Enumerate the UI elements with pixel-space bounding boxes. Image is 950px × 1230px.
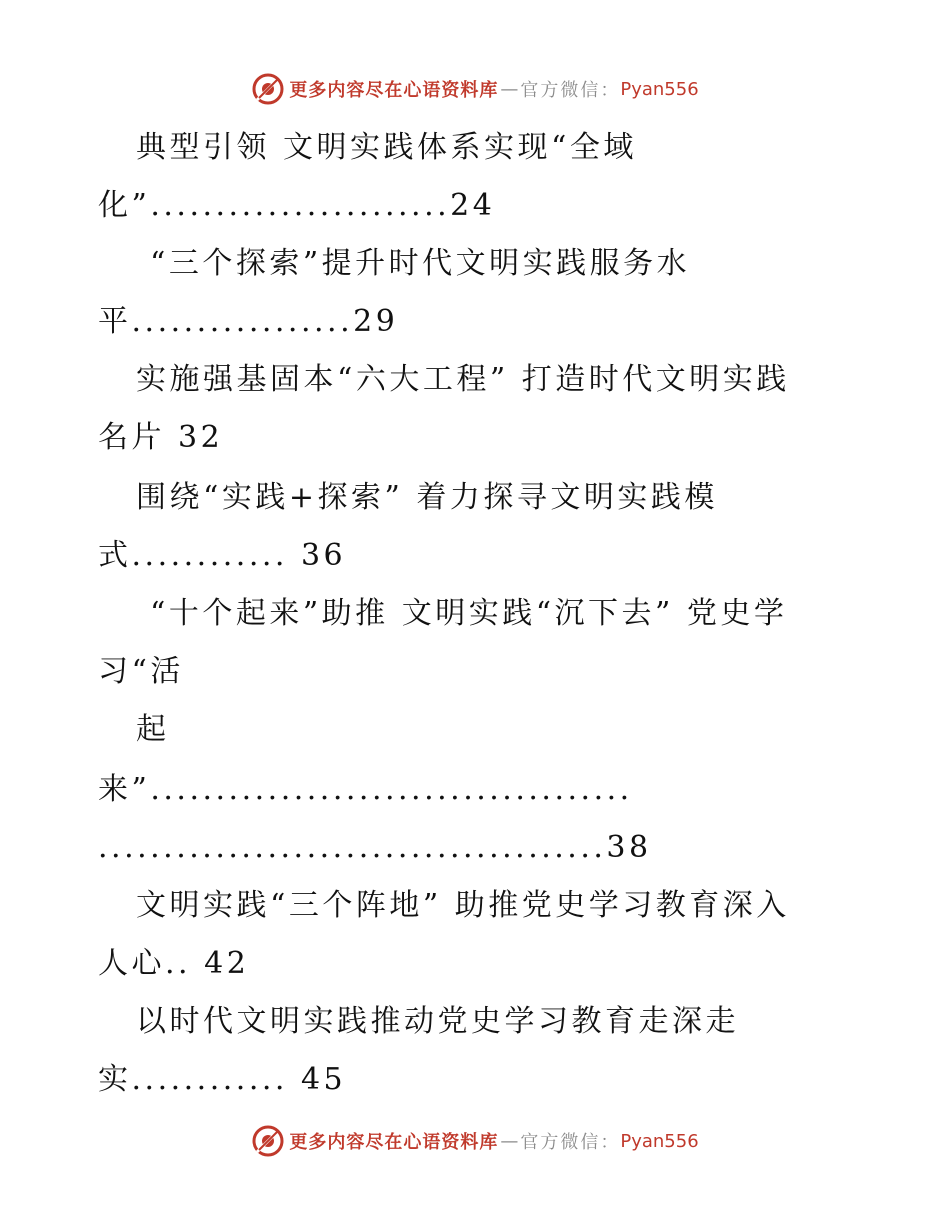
toc-line[interactable]: 平.................29 [98, 304, 399, 339]
toc-line[interactable]: 人心.. 42 [98, 946, 250, 981]
toc-line[interactable]: .......................................38 [98, 830, 652, 865]
toc-line[interactable]: 式............ 36 [98, 538, 347, 573]
banner-main-text: 更多内容尽在心语资料库 [289, 80, 499, 101]
toc-line[interactable]: 习“活 [98, 654, 184, 689]
toc-line[interactable]: 典型引领 文明实践体系实现“全域 [136, 130, 637, 165]
toc-line[interactable]: 围绕“实践+探索” 着力探寻文明实践模 [136, 480, 718, 515]
banner-sub-text: 官方微信： [520, 1132, 621, 1153]
toc-line[interactable]: 文明实践“三个阵地” 助推党史学习教育深入 [136, 888, 790, 923]
banner-dash: — [500, 78, 519, 100]
toc-line[interactable]: 来”..................................... [98, 772, 633, 807]
banner-main-text: 更多内容尽在心语资料库 [289, 1132, 499, 1153]
toc-line[interactable]: 名片 32 [98, 420, 224, 455]
toc-line[interactable]: “十个起来”助推 文明实践“沉下去” 党史学 [150, 596, 788, 631]
banner-wechat-id: Pyan556 [620, 1130, 699, 1152]
banner-wechat-id: Pyan556 [620, 78, 699, 100]
toc-line[interactable]: 以时代文明实践推动党史学习教育走深走 [136, 1004, 739, 1039]
toc-line[interactable]: 起 [136, 712, 170, 747]
banner-sub-text: 官方微信： [520, 80, 621, 101]
seal-logo-icon [251, 1124, 285, 1158]
toc-line[interactable]: “三个探索”提升时代文明实践服务水 [150, 246, 691, 281]
toc-line[interactable]: 实............ 45 [98, 1062, 347, 1097]
footer-banner [0, 1124, 950, 1158]
banner-dash: — [500, 1130, 519, 1152]
toc-line[interactable]: 化”.......................24 [98, 188, 496, 223]
toc-line[interactable]: 实施强基固本“六大工程” 打造时代文明实践 [136, 362, 790, 397]
